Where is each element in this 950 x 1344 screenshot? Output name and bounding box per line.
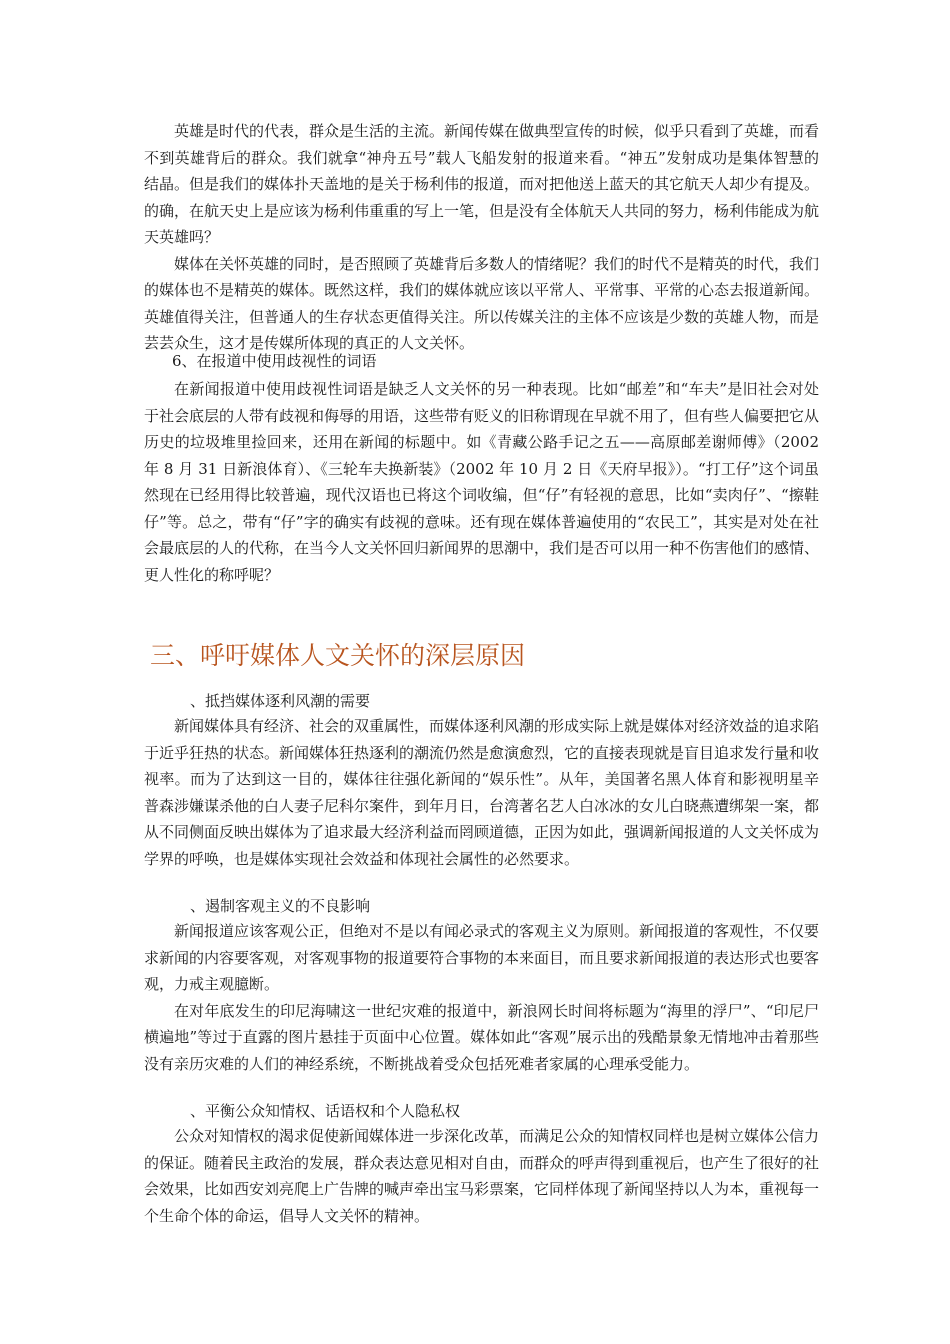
paragraph-rights-balance: 公众对知情权的渴求促使新闻媒体进一步深化改革，而满足公众的知情权同样也是树立媒体公信力的保证。随着民主政治的发展，群众表达意见相对自由，而群众的呼声得到重视后，也产生了很好的社会效果，比如西安刘亮爬上广告牌的喊声牵出宝马彩票案，它同样体现了新闻坚持以人为本，重视每一个生命个体的命运，倡导人文关怀的精神。 bbox=[144, 1127, 820, 1225]
subheading-profit-trend: 、抵挡媒体逐利风潮的需要 bbox=[190, 692, 371, 710]
paragraph-media-care: 媒体在关怀英雄的同时，是否照顾了英雄背后多数人的情绪呢？我们的时代不是精英的时代，我们的媒体也不是精英的媒体。既然这样，我们的媒体就应该以平常人、平常事、平常的心态去报道新闻。英雄值得关注，但普通人的生存状态更值得关注。所以传媒关注的主体不应该是少数的英雄人物，而是芸芸众生，这才是传媒所体现的真正的人文关怀。 bbox=[144, 254, 820, 352]
profit-text-block bbox=[144, 713, 819, 872]
subheading-objectivism: 、遏制客观主义的不良影响 bbox=[190, 897, 371, 915]
objectivism-text-block bbox=[144, 918, 819, 1077]
section-title: 三、呼吁媒体人文关怀的深层原因 bbox=[150, 641, 526, 670]
heading-discriminatory-words: 6、在报道中使用歧视性的词语 bbox=[172, 352, 377, 370]
intro-text-block bbox=[144, 118, 819, 357]
rights-text-block bbox=[144, 1123, 819, 1229]
subheading-rights-balance: 、平衡公众知情权、话语权和个人隐私权 bbox=[190, 1102, 461, 1120]
paragraph-profit-trend: 新闻媒体具有经济、社会的双重属性，而媒体逐利风潮的形成实际上就是媒体对经济效益的追求陷于近乎狂热的状态。新闻媒体狂热逐利的潮流仍然是愈演愈烈，它的直接表现就是盲目追求发行量和收视率。而为了达到这一目的，媒体往往强化新闻的“娱乐性”。从年，美国著名黑人体育和影视明星辛普森涉嫌谋杀他的白人妻子尼科尔案件，到年月日，台湾著名艺人白冰冰的女儿白晓燕遭绑架一案，都从不同侧面反映出媒体为了追求最大经济利益而罔顾道德，正因为如此，强调新闻报道的人文关怀成为学界的呼唤，也是媒体实现社会效益和体现社会属性的必然要求。 bbox=[144, 717, 820, 868]
paragraph-heroes: 英雄是时代的代表，群众是生活的主流。新闻传媒在做典型宣传的时候，似乎只看到了英雄，而看不到英雄背后的群众。我们就拿“神舟五号”载人飞船发射的报道来看。“神五”发射成功是集体智慧的结晶。但是我们的媒体扑天盖地的是关于杨利伟的报道，而对把他送上蓝天的其它航天人却少有提及。的确，在航天史上是应该为杨利伟重重的写上一笔，但是没有全体航天人共同的努力，杨利伟能成为航天英雄吗？ bbox=[144, 122, 820, 246]
discrimination-text-block bbox=[144, 376, 819, 588]
paragraph-objectivity: 新闻报道应该客观公正，但绝对不是以有闻必录式的客观主义为原则。新闻报道的客观性，不仅要求新闻的内容要客观，对客观事物的报道要符合事物的本来面目，而且要求新闻报道的表达形式也要客观，力戒主观臆断。 bbox=[144, 922, 820, 993]
paragraph-tsunami-coverage: 在对年底发生的印尼海啸这一世纪灾难的报道中，新浪网长时间将标题为“海里的浮尸”、“印尼尸横遍地”等过于直露的图片悬挂于页面中心位置。媒体如此“客观”展示出的残酷景象无情地冲击着那些没有亲历灾难的人们的神经系统，不断挑战着受众包括死难者家属的心理承受能力。 bbox=[144, 1001, 819, 1073]
paragraph-discriminatory-words: 在新闻报道中使用歧视性词语是缺乏人文关怀的另一种表现。比如“邮差”和“车夫”是旧社会对处于社会底层的人带有歧视和侮辱的用语，这些带有贬义的旧称谓现在早就不用了，但有些人偏要把它从历史的垃圾堆里捡回来，还用在新闻的标题中。如《青藏公路手记之五——高原邮差谢师傅》（2002 年 8 月 31 日新浪体育）、《三轮车夫换新装》（2002 年 10 月 2 日《天府早报》）。“打工仔”这个词虽然现在已经用得比较普遍，现代汉语也已将这个词收编，但“仔”有轻视的意思，比如“卖肉仔”、“擦鞋仔”等。总之，带有“仔”字的确实有歧视的意味。还有现在媒体普遍使用的“农民工”，其实是对处在社会最底层的人的代称，在当今人文关怀回归新闻界的思潮中，我们是否可以用一种不伤害他们的感情、更人性化的称呼呢？ bbox=[144, 380, 820, 584]
